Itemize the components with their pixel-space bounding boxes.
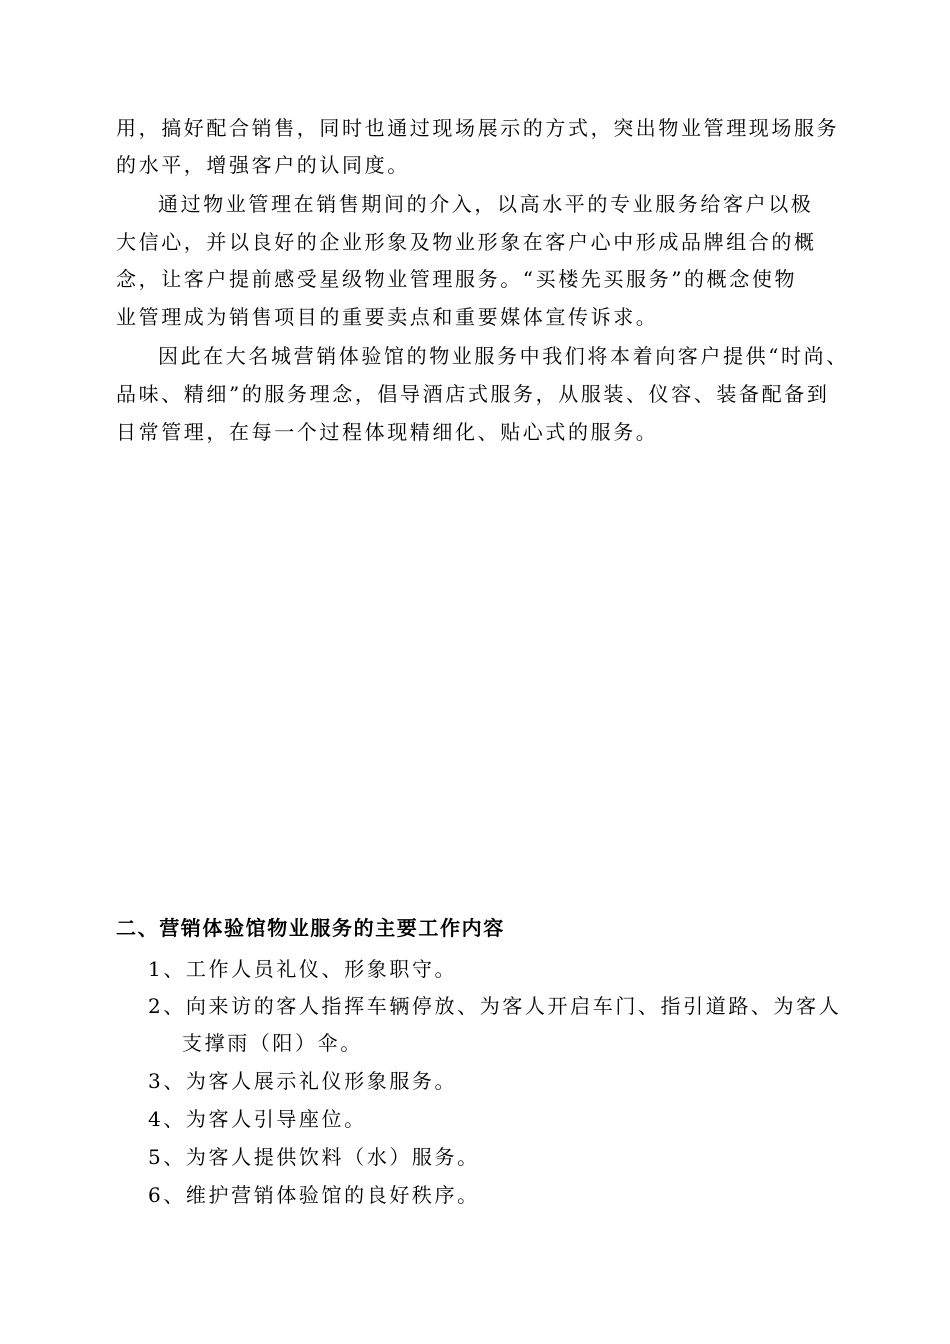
list-item-3: 3、为客人展示礼仪形象服务。 [148, 1069, 458, 1093]
section-heading: 二、营销体验馆物业服务的主要工作内容 [116, 916, 505, 940]
paragraph-3-line-3: 日常管理，在每一个过程体现精细化、贴心式的服务。 [116, 420, 659, 444]
list-item-1: 1、工作人员礼仪、形象职守。 [148, 957, 458, 981]
paragraph-3-line-2: 品味、精细”的服务理念，倡导酒店式服务，从服装、仪容、装备配备到 [116, 382, 830, 406]
paragraph-2-line-3: 念，让客户提前感受星级物业管理服务。“买楼先买服务”的概念使物 [116, 267, 798, 291]
paragraph-2-line-2: 大信心，并以良好的企业形象及物业形象在客户心中形成品牌组合的概 [116, 230, 817, 254]
paragraph-2-line-1: 通过物业管理在销售期间的介入，以高水平的专业服务给客户以极 [158, 192, 814, 216]
paragraph-1-line-1: 用，搞好配合销售，同时也通过现场展示的方式，突出物业管理现场服务 [116, 116, 840, 140]
list-item-5: 5、为客人提供饮料（水）服务。 [148, 1145, 480, 1169]
list-item-6: 6、维护营销体验馆的良好秩序。 [148, 1183, 480, 1207]
list-item-4: 4、为客人引导座位。 [148, 1107, 367, 1131]
paragraph-1-line-2: 的水平，增强客户的认同度。 [116, 153, 410, 177]
paragraph-2-line-4: 业管理成为销售项目的重要卖点和重要媒体宣传诉求。 [116, 305, 659, 329]
list-item-2: 2、向来访的客人指挥车辆停放、为客人开启车门、指引道路、为客人 [148, 994, 842, 1018]
list-item-2-continuation: 支撑雨（阳）伞。 [182, 1031, 363, 1055]
paragraph-3-line-1: 因此在大名城营销体验馆的物业服务中我们将本着向客户提供“时尚、 [158, 344, 849, 368]
